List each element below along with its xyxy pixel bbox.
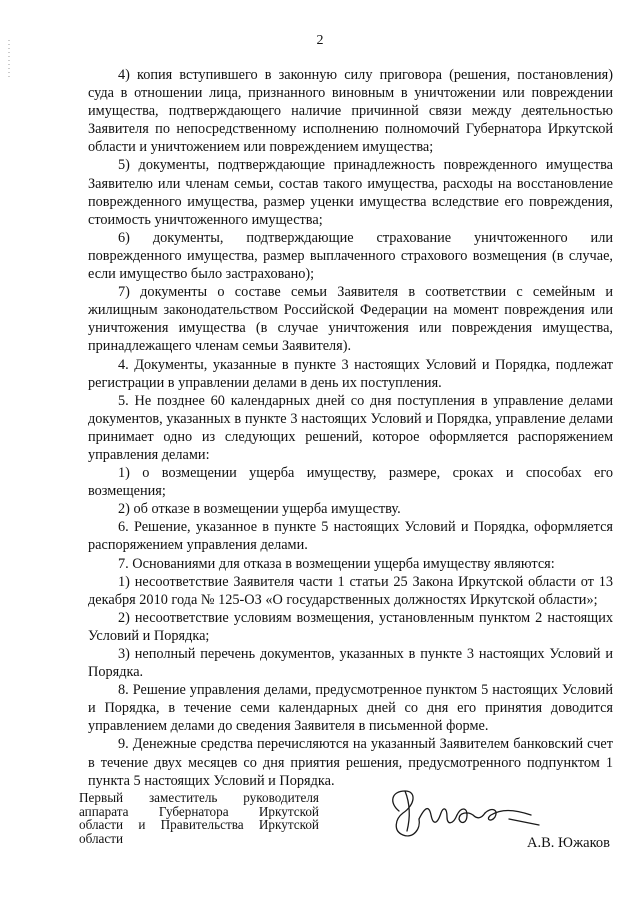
paragraph-clause-7-ground-2: 2) несоответствие условиям возмещения, установленным пунктом 2 настоящих Условий и Порядка; [88, 609, 613, 644]
signer-title-line: области [79, 830, 124, 846]
paragraph-clause-4: 4. Документы, указанные в пункте 3 настоящих Условий и Порядка, подлежат регистрации в управлении делами в день их поступления. [88, 356, 613, 391]
signer-title-line: аппарата Губернатора Иркутской [79, 803, 319, 819]
paragraph-clause-9: 9. Денежные средства перечисляются на указанный Заявителем банковский счет в течение двух месяцев со дня приятия решения, предусмотренного подпунктом 1 пункта 5 настоящих Условий и Порядка. [88, 736, 613, 789]
paragraph-item-5-ownership-documents: 5) документы, подтверждающие принадлежность поврежденного имущества Заявителю или членам семьи, состав такого имущества, расходы на восстановление поврежденного имущества, размер уценки имущества вследствие его повреждения, стоимость уничтоженного имущества; [88, 157, 613, 228]
paragraph-clause-5-option-1: 1) о возмещении ущерба имуществу, размере, сроках и способах его возмещения; [88, 465, 613, 500]
document-body [88, 66, 613, 790]
paragraph-item-7-family-composition: 7) документы о составе семьи Заявителя в соответствии с семейным и жилищным законодательством Российской Федерации на момент повреждения или уничтожения имущества (в случае уничтожения или повреждения имущества, принадлежащего членам семьи Заявителя). [88, 284, 613, 355]
paragraph-clause-6: 6. Решение, указанное в пункте 5 настоящих Условий и Порядка, оформляется распоряжением управления делами. [88, 519, 613, 554]
paragraph-item-4-court-decision: 4) копия вступившего в законную силу приговора (решения, постановления) суда в отношении лица, признанного виновным в уничтожении или повреждении имущества, подтверждающего наличие причинной связи между деятельностью Заявителя по непосредственному исполнению полномочий Губернатора Иркутской области и уничтожением или повреждением имущества; [88, 67, 613, 156]
paragraph-item-6-insurance-documents: 6) документы, подтверждающие страхование уничтоженного или поврежденного имущества, размер выплаченного страхового возмещения (в случае, если имущество было застраховано); [88, 229, 613, 283]
paragraph-clause-7-ground-3: 3) неполный перечень документов, указанных в пункте 3 настоящих Условий и Порядка. [88, 646, 613, 681]
paragraph-clause-7: 7. Основаниями для отказа в возмещении ущерба имуществу являются: [118, 555, 555, 572]
page-number: 2 [316, 33, 324, 48]
handwritten-signature [381, 785, 541, 847]
paragraph-clause-5-option-2: 2) об отказе в возмещении ущерба имуществу. [118, 501, 401, 518]
signer-title-line: Первый заместитель руководителя [79, 790, 319, 805]
paragraph-clause-5: 5. Не позднее 60 календарных дней со дня поступления в управление делами документов, указанных в пункте 3 настоящих Условий и Порядка, управление делами принимает одно из следующих решений, которое оформляется распоряжением управления делами: [88, 392, 613, 463]
signer-name: А.В. Южаков [527, 835, 610, 851]
signer-title [79, 791, 319, 845]
paragraph-clause-8: 8. Решение управления делами, предусмотренное пунктом 5 настоящих Условий и Порядка, в течение семи календарных дней со дня его принятия доводится управлением делами до сведения Заявителя в письменной форме. [88, 682, 613, 735]
paragraph-clause-7-ground-1: 1) несоответствие Заявителя части 1 статьи 25 Закона Иркутской области от 13 декабря 2010 года № 125-ОЗ «О государственных должностях Иркутской области»; [88, 573, 613, 608]
signer-title-line: области и Правительства Иркутской [79, 817, 319, 833]
signature-block [79, 791, 613, 851]
